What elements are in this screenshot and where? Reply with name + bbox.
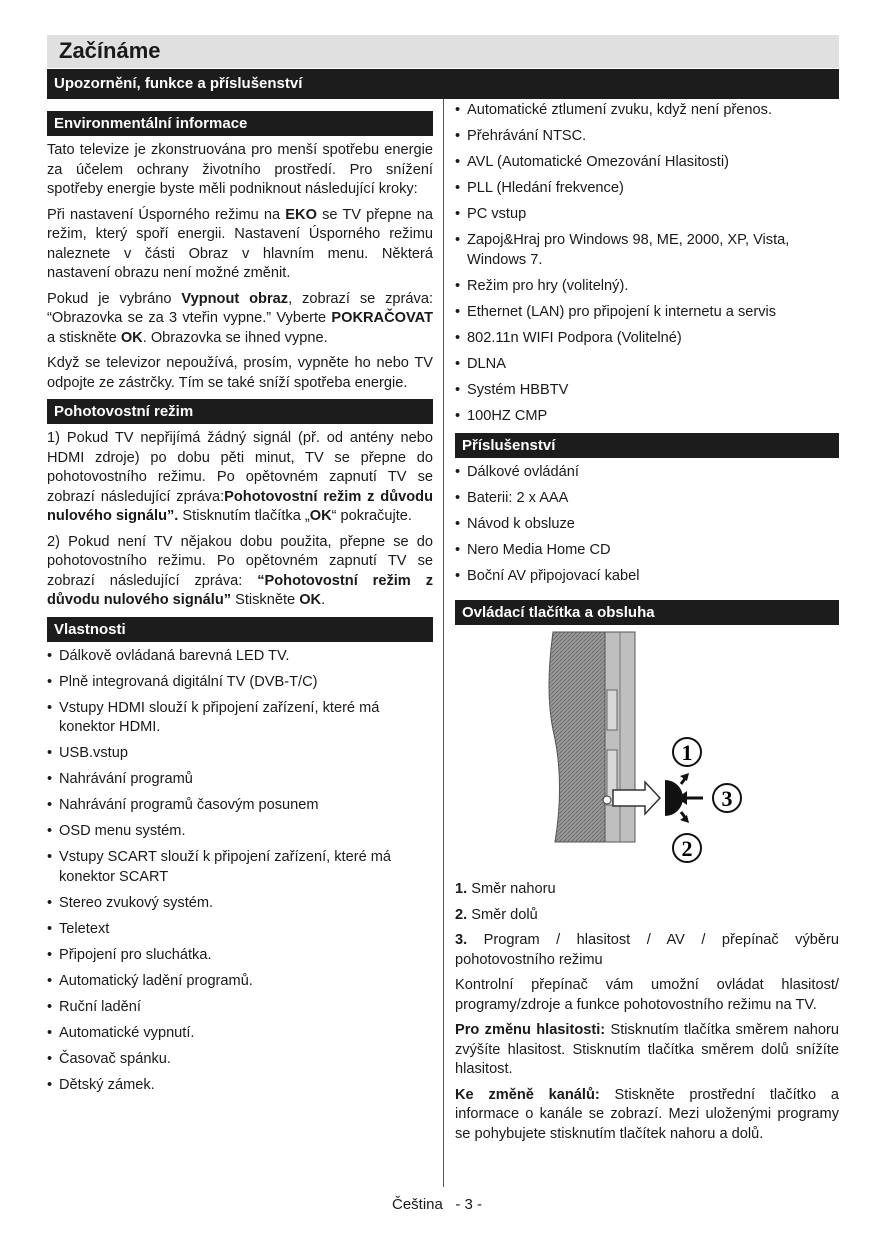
list-item: • Teletext: [47, 920, 433, 940]
env-paragraph-2: [47, 206, 433, 284]
list-item: • Režim pro hry (volitelný).: [455, 277, 839, 297]
text: Při nastavení Úsporného režimu na: [47, 206, 286, 223]
text: 1) Pokud TV nepřijímá žádný signál (př. od antény nebo HDMI zdroje) po dobu pěti minut, TV se přepne do pohotovostního režimu. Po opětovném zapnutí TV se zobrazí následující zpráva:: [47, 430, 433, 505]
controls-paragraph: Kontrolní přepínač vám umožní ovládat hlasitost/ programy/zdroje a funkce pohotovostního režimu na TV.: [455, 977, 839, 1013]
text: Stiskněte prostřední tlačítko a informace o kanále se zobrazí. Mezi uloženými programy se pohybujete stisknutím tlačítek nahoru a dolů.: [455, 1086, 839, 1142]
text: Pokud je vybráno: [47, 290, 182, 307]
text: , zobrazí se zpráva: “Obrazovka se za 3 vteřin vypne.” Vyberte: [47, 290, 433, 326]
text: Stiskněte: [231, 592, 300, 608]
text: 2) Pokud není TV nějakou dobu použita, přepne se do pohotovostního režimu. Po opětovném zapnutí TV se zobrazí následující zpráva:: [47, 533, 433, 589]
standby-header: Pohotovostní režim: [47, 399, 433, 424]
env-header: Environmentální informace: [47, 111, 433, 136]
list-item: • Připojení pro sluchátka.: [47, 946, 433, 966]
list-item: • Automatické ztlumení zvuku, když není přenos.: [455, 101, 839, 121]
list-item: • PC vstup: [455, 205, 839, 225]
right-column: [455, 101, 839, 1150]
text-bold: 3.: [455, 932, 468, 948]
list-item: • USB.vstup: [47, 744, 433, 764]
list-item: • 802.11n WIFI Podpora (Volitelné): [455, 329, 839, 349]
label-3: 3: [721, 786, 733, 811]
text-bold: OK: [120, 329, 143, 346]
list-item: • Časovač spánku.: [47, 1050, 433, 1070]
list-item: • Přehrávání NTSC.: [455, 127, 839, 147]
text-bold: Ke změně kanálů:: [455, 1086, 600, 1103]
list-item: • AVL (Automatické Omezování Hlasitosti): [455, 153, 839, 173]
list-item: • OSD menu systém.: [47, 822, 433, 842]
list-item: • Systém HBBTV: [455, 381, 839, 401]
column-divider: [443, 99, 444, 1187]
port: [607, 690, 617, 730]
page-title: Začínáme: [59, 38, 161, 63]
text: se TV přepne na režim, který spoří energii. Nastavení Úsporného režimu naleznete v části Obraz v hlavním menu. Některá nastavení obrazu není možné změnit.: [47, 206, 433, 281]
list-item: • Stereo zvukový systém.: [47, 894, 433, 914]
list-item: • PLL (Hledání frekvence): [455, 179, 839, 199]
text: Směr nahoru: [467, 881, 556, 897]
text-bold: Vypnout obraz: [181, 290, 289, 307]
env-paragraph-3: [47, 290, 433, 349]
text-bold: 2.: [455, 906, 468, 923]
page-title-bar: [47, 35, 839, 68]
text-bold: POKRAČOVAT: [331, 310, 433, 326]
controls-header: Ovládací tlačítka a obsluha: [455, 600, 839, 625]
standby-paragraph-1: [47, 429, 433, 527]
accessories-header: Příslušenství: [455, 433, 839, 458]
text: “ pokračujte.: [331, 508, 412, 524]
list-item: • Ruční ladění: [47, 998, 433, 1018]
env-paragraph-1: Tato televize je zkonstruována pro menší spotřebu energie za účelem ochrany životního prostředí. Pro snížení spotřeby energie byste měli podniknout následující kroky:: [47, 142, 433, 197]
text-bold: Pro změnu hlasitosti:: [455, 1022, 606, 1038]
list-item: • Návod k obsluze: [455, 515, 839, 535]
features-list: [47, 647, 433, 1096]
text: Stisknutím tlačítka „: [178, 508, 310, 524]
text-bold: EKO: [285, 206, 317, 223]
control-item-2: [455, 906, 839, 926]
tv-side-illustration: [455, 630, 839, 880]
text-bold: Pohotovostní režim z důvodu nulového signálu”.: [47, 488, 433, 524]
section-banner: Upozornění, funkce a příslušenství: [47, 69, 839, 99]
control-button-indicator: [603, 796, 611, 804]
control-item-1: [455, 880, 839, 900]
list-item: • Baterii: 2 x AAA: [455, 489, 839, 509]
list-item: • Vstupy SCART slouží k připojení zařízení, které má konektor SCART: [47, 848, 433, 887]
list-item: • Ethernet (LAN) pro připojení k internetu a servis: [455, 303, 839, 323]
text: a stiskněte: [47, 329, 121, 346]
list-item: • Nero Media Home CD: [455, 541, 839, 561]
list-item: • Nahrávání programů: [47, 770, 433, 790]
left-column: [47, 111, 433, 1102]
list-item: • Automatické vypnutí.: [47, 1024, 433, 1044]
list-item: • Automatický ladění programů.: [47, 972, 433, 992]
accessories-list: [455, 463, 839, 587]
channel-paragraph: [455, 1086, 839, 1145]
page-number: Čeština - 3 -: [391, 1196, 483, 1213]
list-item: • Dálkově ovládaná barevná LED TV.: [47, 647, 433, 667]
list-item: • Dětský zámek.: [47, 1076, 433, 1096]
list-item: • Zapoj&Hraj pro Windows 98, ME, 2000, XP, Vista, Windows 7.: [455, 231, 839, 270]
label-1: 1: [681, 740, 693, 765]
page-footer: [0, 1196, 874, 1213]
text-bold: OK: [299, 592, 322, 608]
text: Program / hlasitost / AV / přepínač výběru pohotovostního režimu: [455, 932, 839, 968]
features-header: Vlastnosti: [47, 617, 433, 642]
text: . Obrazovka se ihned vypne.: [142, 329, 328, 346]
list-item: • Vstupy HDMI slouží k připojení zařízení, které má konektor HDMI.: [47, 699, 433, 738]
label-2: 2: [681, 836, 693, 861]
text-bold: “Pohotovostní režim z důvodu nulového signálu”: [47, 572, 433, 608]
standby-paragraph-2: [47, 533, 433, 611]
list-item: • DLNA: [455, 355, 839, 375]
list-item: • Boční AV připojovací kabel: [455, 567, 839, 587]
text-bold: OK: [309, 508, 332, 524]
env-paragraph-4: Když se televizor nepoužívá, prosím, vypněte ho nebo TV odpojte ze zástrčky. Tím se také sníží spotřeba energie.: [47, 355, 433, 391]
list-item: • Dálkové ovládání: [455, 463, 839, 483]
list-item: • 100HZ CMP: [455, 407, 839, 427]
text-bold: 1.: [455, 881, 468, 897]
text: Stisknutím tlačítka směrem nahoru zvýšíte hlasitost. Stisknutím tlačítka směrem dolů snížíte hlasitost.: [455, 1022, 840, 1077]
text: Směr dolů: [467, 906, 538, 923]
volume-paragraph: [455, 1021, 839, 1080]
text: .: [321, 592, 326, 608]
list-item: • Plně integrovaná digitální TV (DVB-T/C): [47, 673, 433, 693]
control-switch-diagram: [455, 630, 839, 880]
list-item: • Nahrávání programů časovým posunem: [47, 796, 433, 816]
features-list-continued: [455, 101, 839, 426]
control-item-3: [455, 931, 839, 970]
